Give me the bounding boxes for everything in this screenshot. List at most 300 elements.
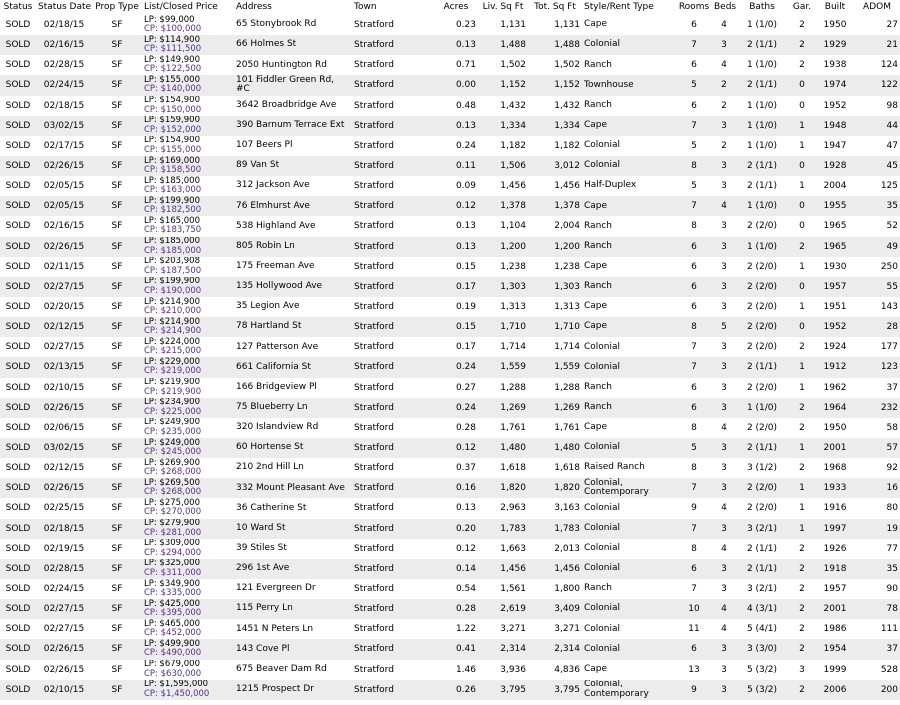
- table-row[interactable]: [0, 519, 900, 539]
- table-row[interactable]: [0, 357, 900, 377]
- table-row[interactable]: [0, 196, 900, 216]
- row-prop-type: SF: [92, 539, 142, 559]
- row-rooms: 6: [676, 237, 712, 257]
- row-tot-sqft: 2,314: [528, 639, 582, 659]
- row-rooms: 10: [676, 599, 712, 619]
- row-acres: 0.54: [434, 579, 478, 599]
- row-prop-type: SF: [92, 196, 142, 216]
- row-status: SOLD: [0, 277, 36, 297]
- row-garage: 1: [788, 478, 816, 498]
- row-beds: 3: [712, 398, 736, 418]
- row-status: SOLD: [0, 559, 36, 579]
- row-style: Cape: [582, 196, 676, 216]
- row-beds: 4: [712, 599, 736, 619]
- row-built: 2001: [816, 599, 854, 619]
- row-adom: 35: [854, 559, 900, 579]
- row-tot-sqft: 1,800: [528, 579, 582, 599]
- closed-price: CP: $225,000: [144, 406, 202, 417]
- row-rooms: 13: [676, 660, 712, 680]
- row-garage: 0: [788, 216, 816, 236]
- row-built: 1947: [816, 136, 854, 156]
- row-rooms: 8: [676, 317, 712, 337]
- row-price: [142, 15, 234, 35]
- closed-price: CP: $490,000: [144, 648, 202, 659]
- closed-price: CP: $183,750: [144, 225, 202, 236]
- row-status-date: 02/26/15: [36, 398, 92, 418]
- row-adom: 49: [854, 237, 900, 257]
- row-acres: 0.24: [434, 357, 478, 377]
- row-rooms: 8: [676, 418, 712, 438]
- row-tot-sqft: 1,313: [528, 297, 582, 317]
- closed-price: CP: $150,000: [144, 104, 202, 115]
- header-liv-sqft[interactable]: Liv. Sq Ft: [482, 2, 524, 12]
- table-row[interactable]: [0, 297, 900, 317]
- row-adom: 124: [854, 55, 900, 75]
- row-town: Stratford: [352, 458, 434, 478]
- row-acres: 0.13: [434, 116, 478, 136]
- table-row[interactable]: [0, 156, 900, 176]
- row-rooms: 9: [676, 680, 712, 700]
- row-baths: 2 (2/0): [736, 317, 788, 337]
- header-list-closed-price[interactable]: List/Closed Price: [144, 2, 218, 12]
- row-beds: 3: [712, 35, 736, 55]
- row-status: SOLD: [0, 639, 36, 659]
- row-address: 121 Evergreen Dr: [234, 579, 352, 599]
- row-liv-sqft: 1,506: [478, 156, 528, 176]
- table-row[interactable]: [0, 216, 900, 236]
- row-status: SOLD: [0, 15, 36, 35]
- table-row[interactable]: [0, 15, 900, 35]
- row-status: SOLD: [0, 237, 36, 257]
- row-tot-sqft: 3,409: [528, 599, 582, 619]
- row-address: 805 Robin Ln: [234, 237, 352, 257]
- table-row[interactable]: [0, 559, 900, 579]
- row-liv-sqft: 1,488: [478, 35, 528, 55]
- row-beds: 4: [712, 15, 736, 35]
- table-row[interactable]: [0, 660, 900, 680]
- row-baths: 1 (1/0): [736, 55, 788, 75]
- table-row[interactable]: [0, 639, 900, 659]
- table-row[interactable]: [0, 498, 900, 518]
- table-row[interactable]: [0, 136, 900, 156]
- row-style: Cape: [582, 418, 676, 438]
- row-liv-sqft: 2,963: [478, 498, 528, 518]
- row-built: 1974: [816, 75, 854, 95]
- header-built[interactable]: Built: [824, 2, 846, 12]
- list-price: LP: $219,900: [144, 377, 200, 388]
- row-baths: 5 (3/2): [736, 680, 788, 700]
- row-liv-sqft: 1,200: [478, 237, 528, 257]
- row-beds: 4: [712, 498, 736, 518]
- table-row[interactable]: [0, 438, 900, 458]
- row-price: [142, 438, 234, 458]
- list-price: LP: $154,900: [144, 135, 200, 146]
- row-address: 1215 Prospect Dr: [234, 680, 352, 700]
- row-baths: 2 (1/1): [736, 559, 788, 579]
- row-baths: 2 (2/0): [736, 216, 788, 236]
- header-status[interactable]: Status: [3, 2, 33, 12]
- row-town: Stratford: [352, 539, 434, 559]
- row-style: Colonial, Contemporary: [582, 680, 676, 700]
- row-adom: 16: [854, 478, 900, 498]
- row-town: Stratford: [352, 277, 434, 297]
- table-row[interactable]: [0, 116, 900, 136]
- row-status: SOLD: [0, 660, 36, 680]
- row-beds: 3: [712, 337, 736, 357]
- row-status: SOLD: [0, 297, 36, 317]
- row-status-date: 02/12/15: [36, 458, 92, 478]
- table-row[interactable]: [0, 337, 900, 357]
- table-row[interactable]: [0, 35, 900, 55]
- row-status: SOLD: [0, 176, 36, 196]
- row-tot-sqft: 1,710: [528, 317, 582, 337]
- row-baths: 3 (3/0): [736, 639, 788, 659]
- row-garage: 2: [788, 15, 816, 35]
- header-garage[interactable]: Gar.: [792, 2, 812, 12]
- row-tot-sqft: 1,432: [528, 96, 582, 116]
- row-status-date: 02/18/15: [36, 519, 92, 539]
- row-baths: 1 (1/0): [736, 116, 788, 136]
- row-address: 127 Patterson Ave: [234, 337, 352, 357]
- row-built: 1964: [816, 398, 854, 418]
- row-built: 1955: [816, 196, 854, 216]
- row-status: SOLD: [0, 378, 36, 398]
- row-garage: 0: [788, 96, 816, 116]
- list-price: LP: $99,000: [144, 15, 195, 25]
- row-town: Stratford: [352, 96, 434, 116]
- row-price: [142, 55, 234, 75]
- closed-price: CP: $185,000: [144, 245, 202, 256]
- row-status-date: 02/27/15: [36, 599, 92, 619]
- row-acres: 0.23: [434, 15, 478, 35]
- header-adom[interactable]: ADOM: [863, 2, 891, 12]
- row-status-date: 02/10/15: [36, 378, 92, 398]
- row-liv-sqft: 1,378: [478, 196, 528, 216]
- row-built: 1926: [816, 539, 854, 559]
- row-status-date: 02/12/15: [36, 317, 92, 337]
- row-beds: 5: [712, 317, 736, 337]
- row-adom: 28: [854, 317, 900, 337]
- row-price: [142, 398, 234, 418]
- row-town: Stratford: [352, 378, 434, 398]
- row-address: 675 Beaver Dam Rd: [234, 660, 352, 680]
- row-style: Colonial: [582, 136, 676, 156]
- row-style: Colonial, Contemporary: [582, 478, 676, 498]
- row-address: 107 Beers Pl: [234, 136, 352, 156]
- row-tot-sqft: 3,271: [528, 619, 582, 639]
- row-built: 1938: [816, 55, 854, 75]
- table-row[interactable]: [0, 176, 900, 196]
- row-built: 2006: [816, 680, 854, 700]
- list-price: LP: $425,000: [144, 599, 200, 609]
- row-status: SOLD: [0, 398, 36, 418]
- row-adom: 77: [854, 539, 900, 559]
- row-garage: 2: [788, 398, 816, 418]
- row-prop-type: SF: [92, 337, 142, 357]
- row-baths: 1 (1/0): [736, 237, 788, 257]
- header-beds[interactable]: Beds: [714, 2, 736, 12]
- table-row[interactable]: [0, 317, 900, 337]
- row-acres: 0.13: [434, 35, 478, 55]
- header-tot-sqft[interactable]: Tot. Sq Ft: [534, 2, 576, 12]
- row-adom: 111: [854, 619, 900, 639]
- row-baths: 2 (2/0): [736, 337, 788, 357]
- row-acres: 0.71: [434, 55, 478, 75]
- row-prop-type: SF: [92, 15, 142, 35]
- row-town: Stratford: [352, 478, 434, 498]
- row-adom: 37: [854, 639, 900, 659]
- row-acres: 0.11: [434, 156, 478, 176]
- row-built: 1912: [816, 357, 854, 377]
- row-beds: 4: [712, 619, 736, 639]
- row-tot-sqft: 2,013: [528, 539, 582, 559]
- row-status-date: 02/26/15: [36, 237, 92, 257]
- row-garage: 3: [788, 660, 816, 680]
- row-tot-sqft: 3,795: [528, 680, 582, 700]
- table-row[interactable]: [0, 237, 900, 257]
- row-liv-sqft: 1,502: [478, 55, 528, 75]
- row-town: Stratford: [352, 398, 434, 418]
- row-adom: 37: [854, 378, 900, 398]
- row-style: Cape: [582, 257, 676, 277]
- row-adom: 200: [854, 680, 900, 700]
- row-built: 1918: [816, 559, 854, 579]
- table-row[interactable]: [0, 458, 900, 478]
- row-status: SOLD: [0, 539, 36, 559]
- row-address: 39 Stiles St: [234, 539, 352, 559]
- row-acres: 0.12: [434, 196, 478, 216]
- row-acres: 0.17: [434, 337, 478, 357]
- closed-price: CP: $111,500: [144, 44, 202, 55]
- row-acres: 0.37: [434, 458, 478, 478]
- row-prop-type: SF: [92, 237, 142, 257]
- row-status: SOLD: [0, 599, 36, 619]
- row-address: 115 Perry Ln: [234, 599, 352, 619]
- row-beds: 3: [712, 478, 736, 498]
- row-prop-type: SF: [92, 216, 142, 236]
- closed-price: CP: $268,000: [144, 467, 202, 478]
- row-rooms: 6: [676, 639, 712, 659]
- row-adom: 98: [854, 96, 900, 116]
- row-acres: 0.16: [434, 478, 478, 498]
- table-row[interactable]: [0, 398, 900, 418]
- header-baths[interactable]: Baths: [749, 2, 775, 12]
- row-garage: 2: [788, 559, 816, 579]
- row-rooms: 7: [676, 357, 712, 377]
- row-price: [142, 337, 234, 357]
- row-built: 1950: [816, 15, 854, 35]
- row-address: 320 Islandview Rd: [234, 418, 352, 438]
- row-status-date: 02/26/15: [36, 639, 92, 659]
- row-prop-type: SF: [92, 317, 142, 337]
- row-tot-sqft: 1,200: [528, 237, 582, 257]
- row-baths: 3 (2/1): [736, 519, 788, 539]
- row-acres: 0.00: [434, 75, 478, 95]
- row-price: [142, 478, 234, 498]
- row-liv-sqft: 1,714: [478, 337, 528, 357]
- row-adom: 232: [854, 398, 900, 418]
- row-status: SOLD: [0, 156, 36, 176]
- row-adom: 19: [854, 519, 900, 539]
- row-built: 1954: [816, 639, 854, 659]
- header-acres[interactable]: Acres: [443, 2, 469, 12]
- row-baths: 2 (1/1): [736, 539, 788, 559]
- row-beds: 3: [712, 680, 736, 700]
- row-address: 210 2nd Hill Ln: [234, 458, 352, 478]
- table-row[interactable]: [0, 619, 900, 639]
- row-prop-type: SF: [92, 116, 142, 136]
- row-acres: 0.26: [434, 680, 478, 700]
- row-price: [142, 35, 234, 55]
- header-style[interactable]: Style/Rent Type: [584, 2, 654, 12]
- row-liv-sqft: 1,238: [478, 257, 528, 277]
- row-baths: 2 (1/1): [736, 176, 788, 196]
- row-town: Stratford: [352, 660, 434, 680]
- row-town: Stratford: [352, 619, 434, 639]
- row-built: 1957: [816, 277, 854, 297]
- row-adom: 528: [854, 660, 900, 680]
- table-row[interactable]: [0, 599, 900, 619]
- row-address: 89 Van St: [234, 156, 352, 176]
- row-tot-sqft: 1,559: [528, 357, 582, 377]
- table-row[interactable]: [0, 418, 900, 438]
- table-header-row: [0, 0, 900, 15]
- table-row[interactable]: [0, 579, 900, 599]
- row-status: SOLD: [0, 579, 36, 599]
- row-prop-type: SF: [92, 519, 142, 539]
- closed-price: CP: $182,500: [144, 205, 202, 216]
- row-adom: 52: [854, 216, 900, 236]
- row-built: 1924: [816, 337, 854, 357]
- row-town: Stratford: [352, 216, 434, 236]
- row-prop-type: SF: [92, 75, 142, 95]
- row-town: Stratford: [352, 559, 434, 579]
- header-town[interactable]: Town: [354, 2, 377, 12]
- row-address: 10 Ward St: [234, 519, 352, 539]
- list-price: LP: $169,000: [144, 155, 200, 166]
- table-row[interactable]: [0, 257, 900, 277]
- row-status: SOLD: [0, 519, 36, 539]
- row-garage: 2: [788, 418, 816, 438]
- header-prop-type[interactable]: Prop Type: [95, 2, 139, 12]
- row-garage: 2: [788, 539, 816, 559]
- table-row[interactable]: [0, 96, 900, 116]
- header-status-date[interactable]: Status Date: [38, 2, 92, 12]
- row-status: SOLD: [0, 116, 36, 136]
- header-rooms[interactable]: Rooms: [678, 2, 710, 12]
- row-liv-sqft: 1,131: [478, 15, 528, 35]
- row-status: SOLD: [0, 257, 36, 277]
- row-price: [142, 116, 234, 136]
- list-price: LP: $325,000: [144, 558, 200, 569]
- row-price: [142, 680, 234, 700]
- row-prop-type: SF: [92, 156, 142, 176]
- row-status-date: 02/26/15: [36, 660, 92, 680]
- row-style: Colonial: [582, 619, 676, 639]
- row-town: Stratford: [352, 35, 434, 55]
- row-rooms: 6: [676, 277, 712, 297]
- row-built: 1929: [816, 35, 854, 55]
- row-rooms: 7: [676, 116, 712, 136]
- row-town: Stratford: [352, 257, 434, 277]
- row-status-date: 02/27/15: [36, 619, 92, 639]
- row-prop-type: SF: [92, 498, 142, 518]
- closed-price: CP: $219,900: [144, 386, 202, 397]
- row-acres: 0.12: [434, 539, 478, 559]
- row-garage: 1: [788, 116, 816, 136]
- row-garage: 2: [788, 237, 816, 257]
- row-garage: 1: [788, 297, 816, 317]
- row-built: 1951: [816, 297, 854, 317]
- row-status-date: 03/02/15: [36, 116, 92, 136]
- table-row[interactable]: [0, 539, 900, 559]
- row-style: Cape: [582, 660, 676, 680]
- row-liv-sqft: 1,783: [478, 519, 528, 539]
- row-garage: 1: [788, 136, 816, 156]
- list-price: LP: $275,000: [144, 498, 200, 508]
- row-liv-sqft: 1,334: [478, 116, 528, 136]
- row-rooms: 7: [676, 478, 712, 498]
- row-acres: 0.15: [434, 317, 478, 337]
- row-adom: 57: [854, 438, 900, 458]
- row-liv-sqft: 1,288: [478, 378, 528, 398]
- table-row[interactable]: [0, 75, 900, 95]
- row-beds: 2: [712, 136, 736, 156]
- row-town: Stratford: [352, 337, 434, 357]
- row-tot-sqft: 1,238: [528, 257, 582, 277]
- header-address[interactable]: Address: [236, 2, 272, 12]
- row-beds: 3: [712, 519, 736, 539]
- row-style: Colonial: [582, 639, 676, 659]
- row-tot-sqft: 1,820: [528, 478, 582, 498]
- closed-price: CP: $335,000: [144, 588, 202, 598]
- row-garage: 2: [788, 599, 816, 619]
- row-prop-type: SF: [92, 35, 142, 55]
- row-beds: 4: [712, 196, 736, 216]
- row-tot-sqft: 1,714: [528, 337, 582, 357]
- row-status-date: 02/06/15: [36, 418, 92, 438]
- row-town: Stratford: [352, 599, 434, 619]
- row-adom: 80: [854, 498, 900, 518]
- closed-price: CP: $163,000: [144, 185, 202, 196]
- row-acres: 0.41: [434, 639, 478, 659]
- row-beds: 3: [712, 297, 736, 317]
- row-acres: 0.24: [434, 136, 478, 156]
- closed-price: CP: $158,500: [144, 165, 202, 176]
- row-price: [142, 176, 234, 196]
- row-adom: 143: [854, 297, 900, 317]
- row-rooms: 7: [676, 196, 712, 216]
- table-row[interactable]: [0, 478, 900, 498]
- row-adom: 122: [854, 75, 900, 95]
- row-acres: 0.48: [434, 96, 478, 116]
- table-row[interactable]: [0, 680, 900, 700]
- row-garage: 0: [788, 317, 816, 337]
- row-status-date: 02/20/15: [36, 297, 92, 317]
- list-price: LP: $229,000: [144, 357, 200, 367]
- closed-price: CP: $214,900: [144, 326, 202, 337]
- table-row[interactable]: [0, 277, 900, 297]
- row-baths: 1 (1/0): [736, 15, 788, 35]
- list-price: LP: $159,900: [144, 115, 200, 126]
- table-row[interactable]: [0, 378, 900, 398]
- row-liv-sqft: 1,559: [478, 357, 528, 377]
- closed-price: CP: $235,000: [144, 426, 202, 437]
- row-rooms: 5: [676, 75, 712, 95]
- table-row[interactable]: [0, 55, 900, 75]
- row-garage: 1: [788, 498, 816, 518]
- list-price: LP: $185,000: [144, 176, 200, 186]
